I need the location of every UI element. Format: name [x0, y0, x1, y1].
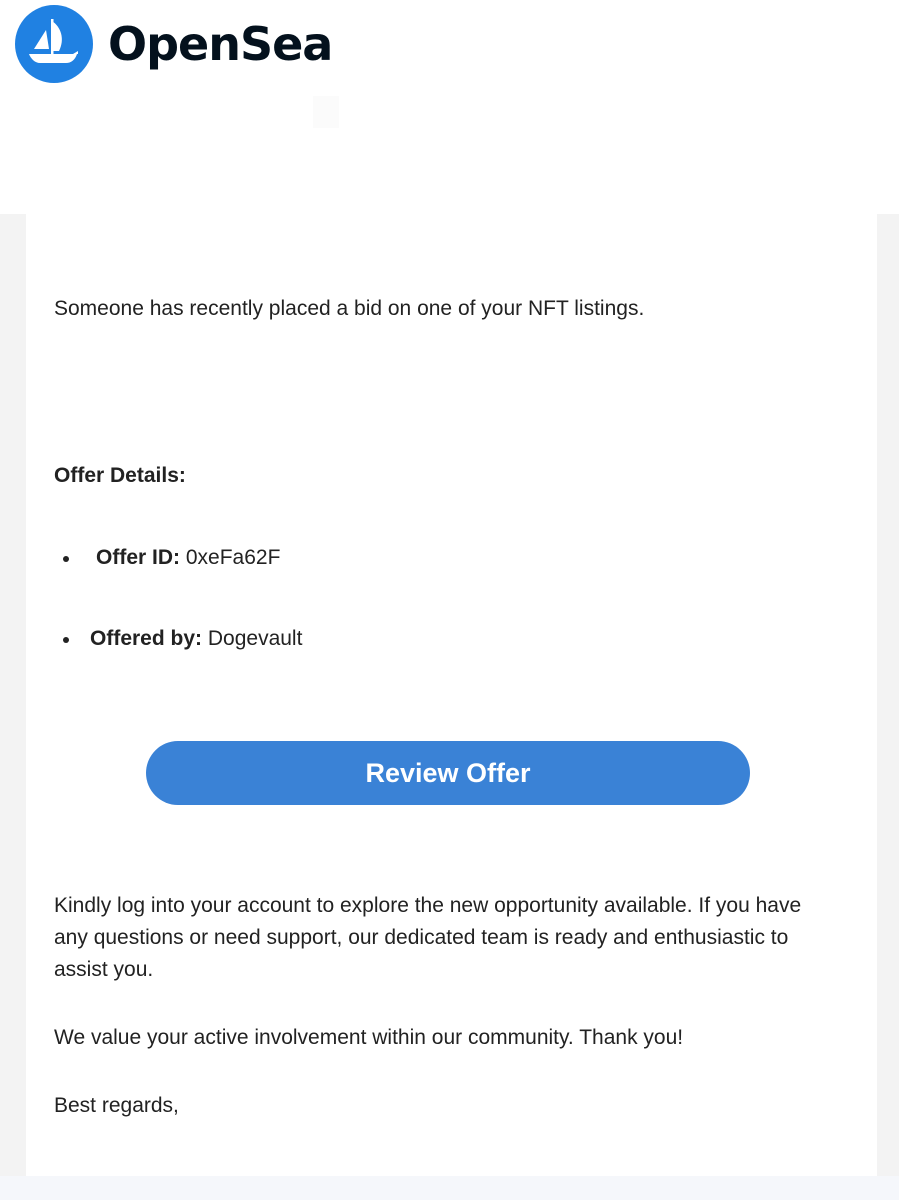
- list-item-offered-by: [90, 623, 302, 655]
- intro-text: Someone has recently placed a bid on one of your NFT listings.: [54, 297, 645, 320]
- list-item-offer-id: [96, 542, 280, 574]
- thanks-text: We value your active involvement within our community. Thank you!: [54, 1026, 684, 1049]
- offer-id-value: 0xeFa62F: [185, 546, 281, 569]
- bullet-dot: [63, 556, 69, 562]
- signoff-text: Best regards,: [54, 1094, 179, 1117]
- brand-wordmark: OpenSea: [108, 17, 333, 71]
- offered-by-label: Offered by:: [90, 627, 203, 650]
- offered-by-value: Dogevault: [207, 627, 303, 650]
- footer-bar: [0, 1176, 899, 1200]
- offer-id-label: Offer ID:: [96, 546, 180, 569]
- review-offer-button[interactable]: Review Offer: [146, 741, 750, 805]
- offer-details-heading: Offer Details:: [54, 464, 186, 487]
- hidden-spacer: [313, 96, 339, 128]
- bullet-dot: [63, 637, 69, 643]
- opensea-boat-icon[interactable]: [15, 5, 93, 83]
- left-gutter: [0, 214, 26, 1176]
- body-paragraph: Kindly log into your account to explore the new opportunity available. If you have any questions or need support, our dedicated team is ready and enthusiastic to assist you.: [54, 894, 802, 981]
- right-gutter: [877, 214, 899, 1176]
- email-header: [0, 0, 899, 214]
